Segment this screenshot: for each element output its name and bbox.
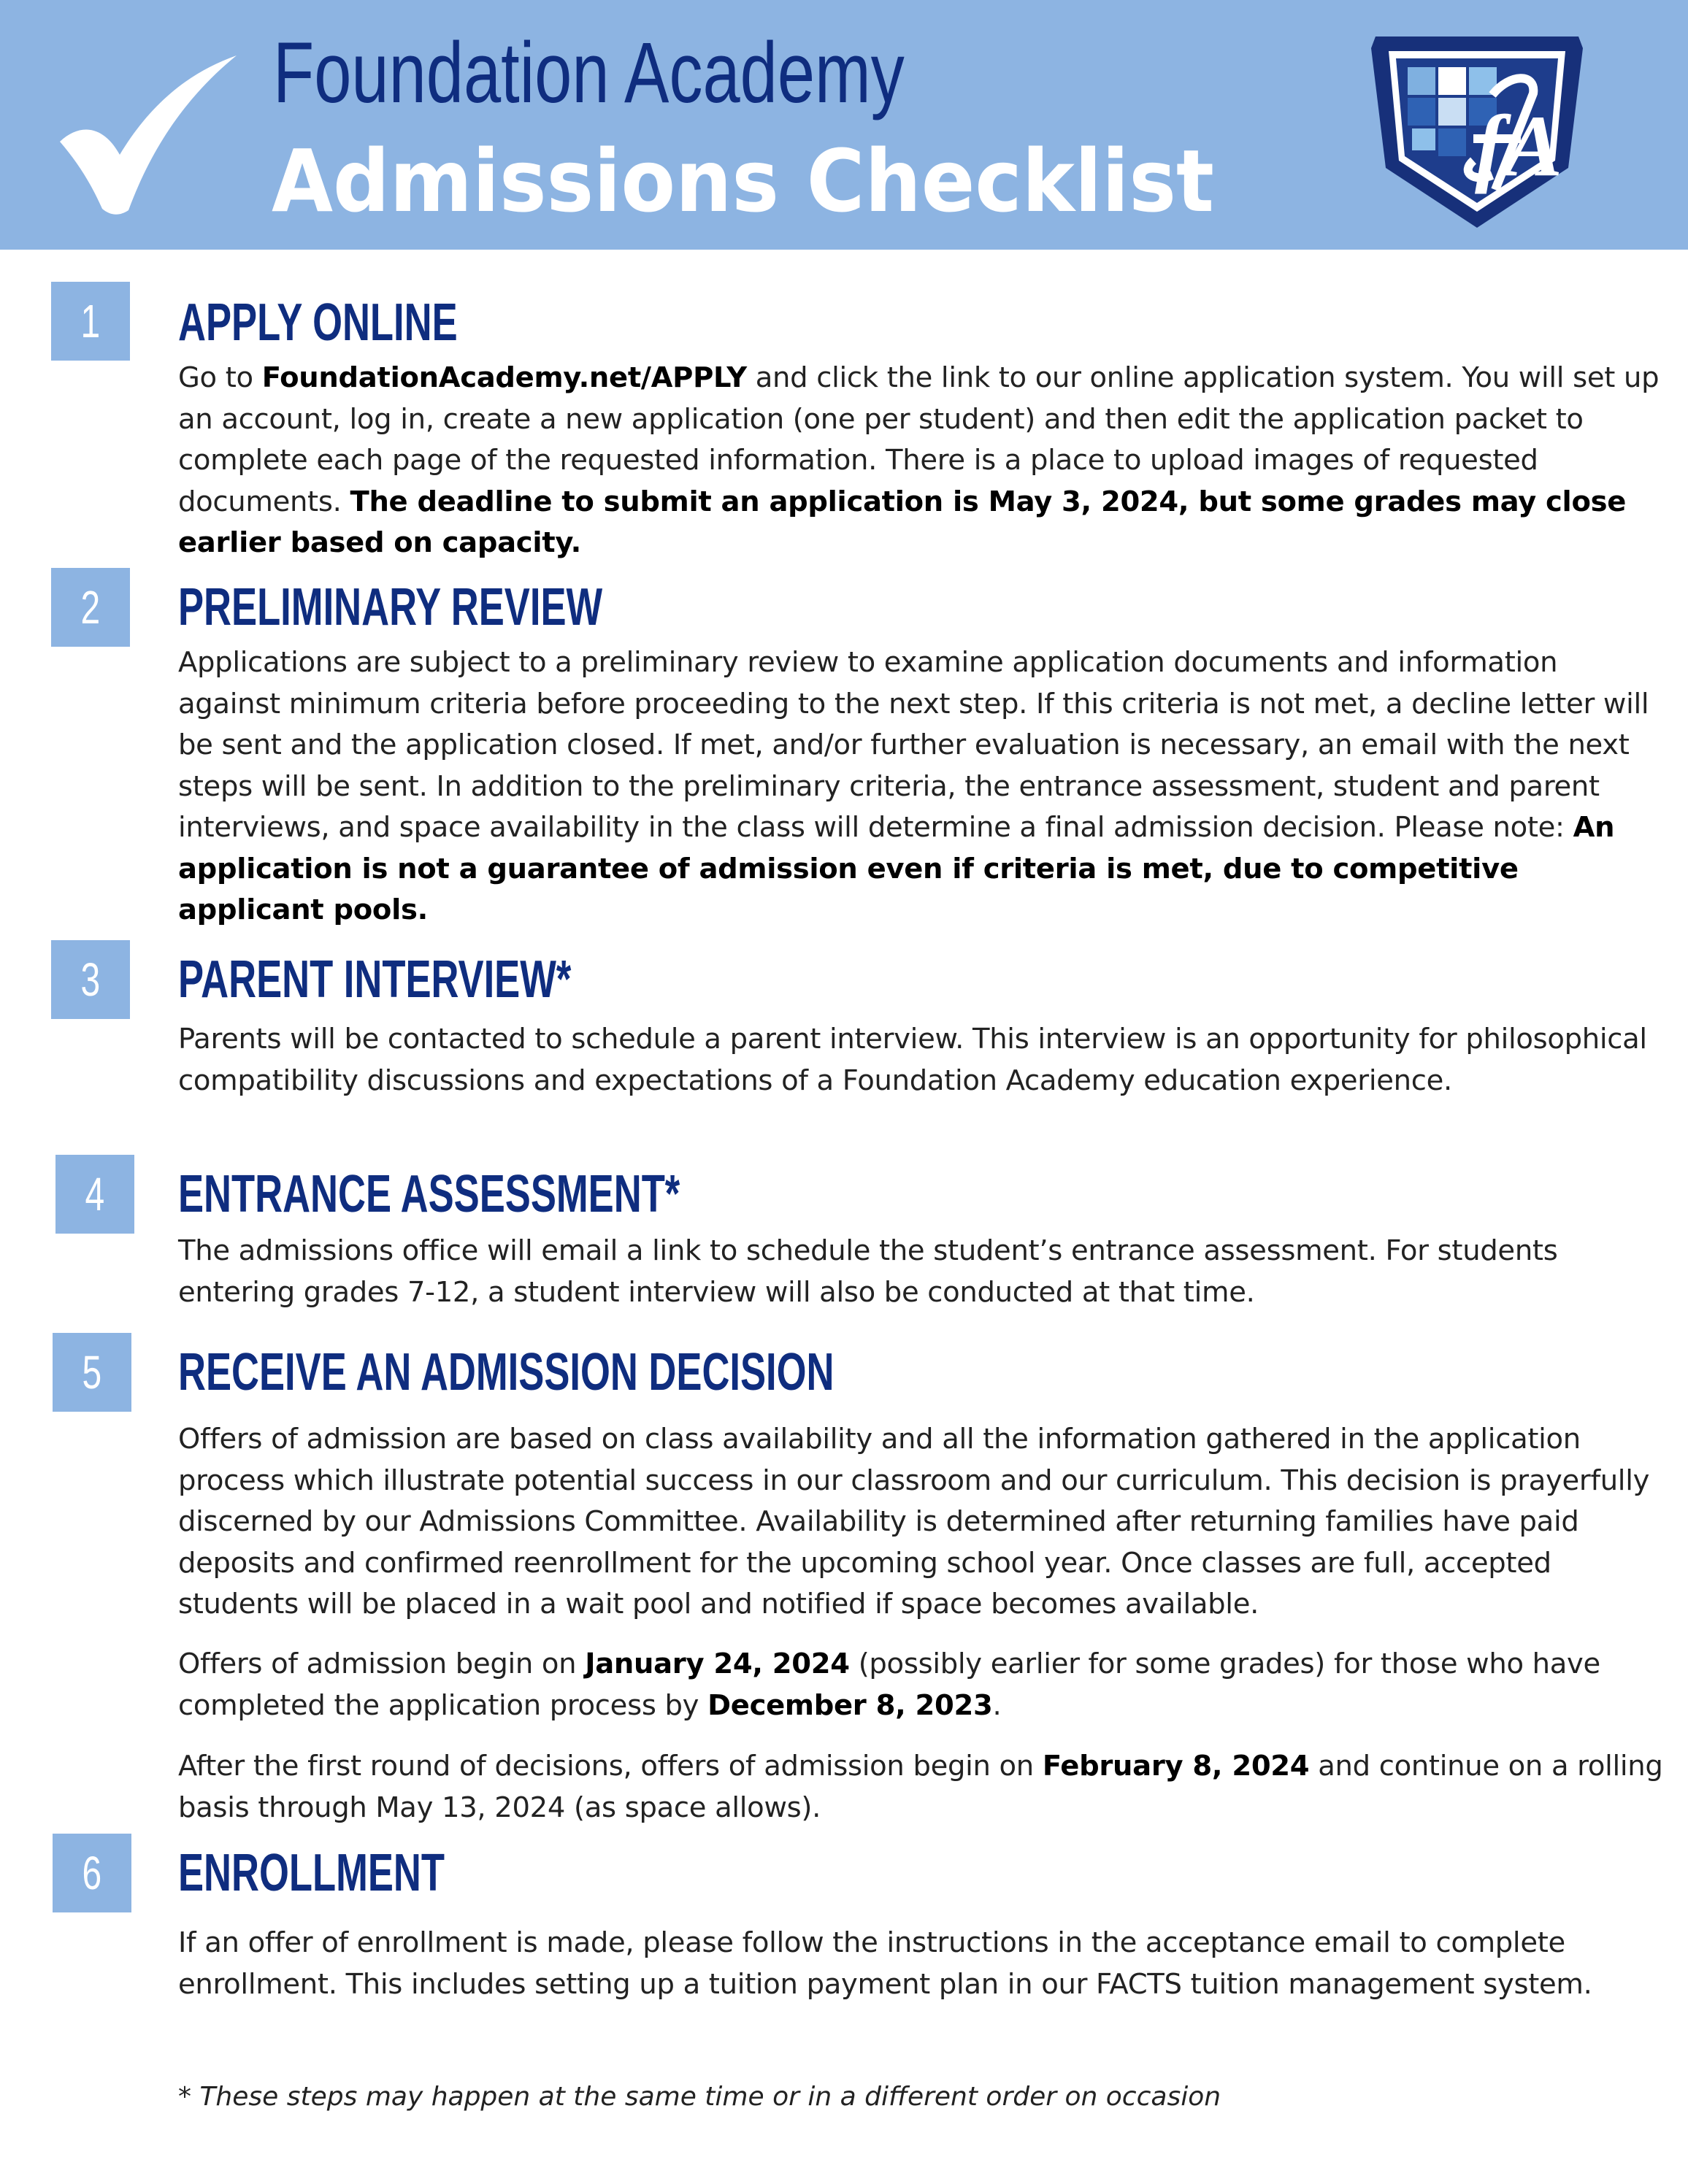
step-number: 3 — [80, 953, 101, 1006]
step-number-box — [55, 1155, 134, 1234]
admission-note: An application is not a guarantee of admission even if criteria is met, due to competitive applicant pools. — [178, 811, 1615, 926]
step-description: The admissions office will email a link to schedule the student’s entrance assessment. For students entering grades 7-12, a student interview will also be conducted at that time. — [178, 1234, 1558, 1309]
step-number-box — [51, 282, 130, 361]
step-description: Go to FoundationAcademy.net/APPLY and click the link to our online application system. You will set up an account, log in, create a new application (one per student) and then edit the application packet to complete each page of the requested information. There is a place to upload images of requested documents. The deadline to submit an application is May 3, 2024, but some grades may close earlier based on capacity. — [178, 361, 1660, 559]
foundation-academy-logo — [1364, 29, 1590, 232]
step-title: RECEIVE AN ADMISSION DECISION — [178, 1343, 835, 1401]
step-number-box — [53, 1333, 131, 1412]
apply-url: FoundationAcademy.net/APPLY — [261, 361, 747, 394]
step-title: APPLY ONLINE — [178, 293, 458, 352]
document-title: Admissions Checklist — [272, 131, 1214, 231]
step-number-box — [53, 1834, 131, 1912]
checkmark-icon — [58, 55, 238, 215]
step-title: PARENT INTERVIEW* — [178, 950, 572, 1009]
deadline-note: The deadline to submit an application is May 3, 2024, but some grades may close earlier based on capacity. — [178, 485, 1627, 559]
step-number-box — [51, 568, 130, 647]
step-number: 1 — [80, 295, 101, 347]
step-number-box — [51, 940, 130, 1019]
footnote: * These steps may happen at the same time or in a different order on occasion — [178, 2082, 1221, 2112]
step-description: Offers of admission are based on class availability and all the information gathered in the application process which illustrate potential success in our classroom and our curriculum. This decision is prayerfully discerned by our Admissions Committee. Availability is determined after returning families have paid deposits and confirmed reenrollment for the upcoming school year. Once classes are full, accepted students will be placed in a wait pool and notified if space becomes available. — [178, 1423, 1650, 1620]
step-description: Applications are subject to a preliminary review to examine application documents and information against minimum criteria before proceeding to the next step. If this criteria is not met, a decline letter will be sent and the application closed. If met, and/or further evaluation is necessary, an email with the next steps will be sent. In addition to the preliminary criteria, the entrance assessment, student and parent interviews, and space availability in the class will determine a final admission decision. Please note: An application is not a guarantee of admission even if criteria is met, due to competitive applicant pools. — [178, 646, 1649, 926]
step-description: If an offer of enrollment is made, please follow the instructions in the acceptance email to complete enrollment. This includes setting up a tuition payment plan in our FACTS tuition management system. — [178, 1926, 1592, 2001]
second-offer-date: February 8, 2024 — [1042, 1750, 1310, 1783]
step-number: 4 — [85, 1168, 105, 1220]
school-name: Foundation Academy — [273, 25, 905, 121]
first-offer-date: January 24, 2024 — [585, 1647, 850, 1680]
step-number: 6 — [82, 1847, 102, 1899]
step-number: 5 — [82, 1346, 102, 1399]
step-title: ENROLLMENT — [178, 1844, 445, 1902]
step-description-rolling: After the first round of decisions, offers of admission begin on February 8, 2024 and continue on a rolling basis through May 13, 2024 (as space allows). — [178, 1750, 1663, 1824]
step-title: ENTRANCE ASSESSMENT* — [178, 1165, 680, 1223]
step-description: Parents will be contacted to schedule a parent interview. This interview is an opportunity for philosophical compatibility discussions and expectations of a Foundation Academy education experience. — [178, 1023, 1647, 1097]
logo-lettering: fA — [1475, 97, 1562, 194]
step-number: 2 — [80, 581, 101, 634]
step-title: PRELIMINARY REVIEW — [178, 578, 603, 637]
header-banner — [0, 0, 1688, 250]
application-complete-date: December 8, 2023 — [707, 1688, 993, 1722]
step-description-dates: Offers of admission begin on January 24, 2024 (possibly earlier for some grades) for those who have completed the application process by December 8, 2023. — [178, 1647, 1600, 1722]
